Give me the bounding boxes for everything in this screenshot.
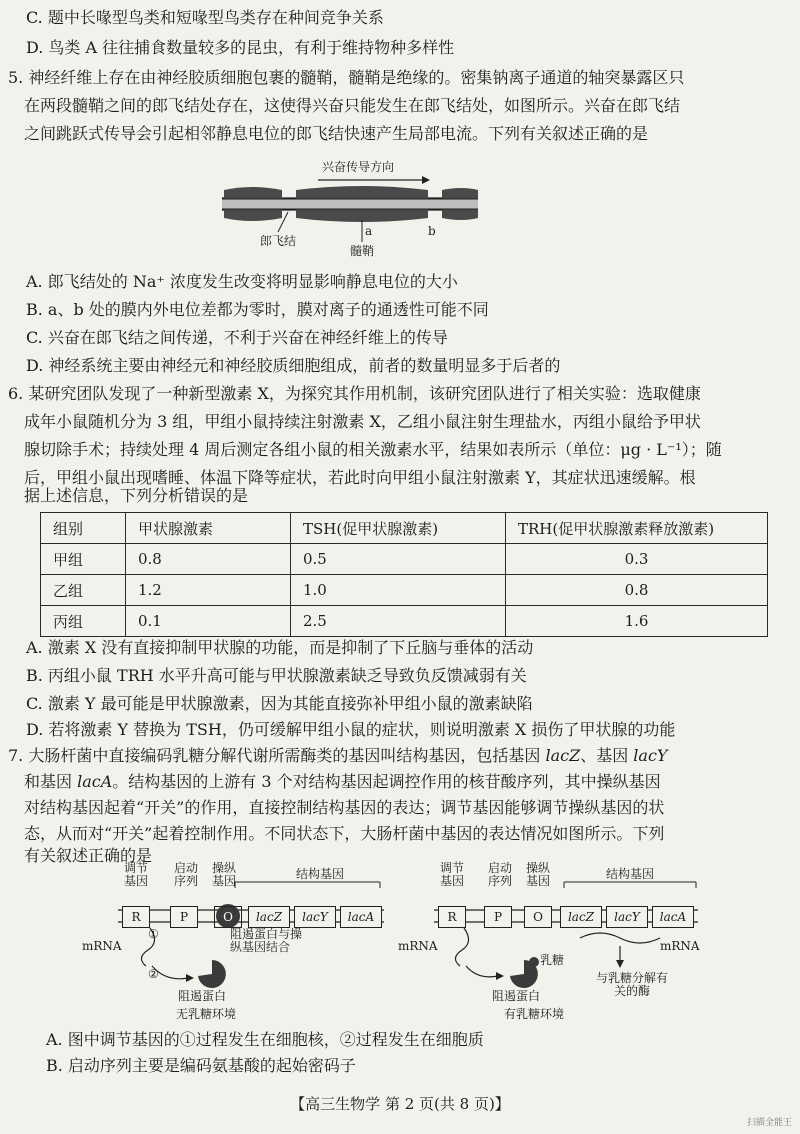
q7-stem-1-mid: 、基因 (580, 746, 634, 765)
gene-lacz-box: lacZ (248, 906, 290, 928)
repressor-label: 阻遏蛋白 (492, 989, 541, 1003)
scanner-watermark: 扫描全能王 (746, 1118, 792, 1128)
step-2-label: ② (148, 967, 159, 981)
hormone-table (40, 512, 768, 637)
lactose-label: 乳糖 (540, 953, 565, 967)
direction-label: 兴奋传导方向 (322, 160, 395, 174)
myelin-label: 髓鞘 (350, 244, 375, 258)
regulator-gene-label: 调节 基因 (439, 861, 464, 888)
gene-lacz-text: lacZ (545, 746, 581, 765)
table-header-row (41, 513, 768, 544)
q6-option-c: C. 激素 Y 最可能是甲状腺激素，因为其能直接弥补甲组小鼠的激素缺陷 (26, 694, 533, 713)
q5-option-a: A. 郎飞结处的 Na⁺ 浓度发生改变将明显影响静息电位的大小 (26, 272, 458, 291)
table-cell: 1.2 (126, 575, 291, 606)
table-cell: 0.1 (126, 606, 291, 637)
q5-option-c: C. 兴奋在郎飞结之间传递，不利于兴奋在神经纤维上的传导 (26, 328, 448, 347)
q6-stem-2: 成年小鼠随机分为 3 组，甲组小鼠持续注射激素 X，乙组小鼠注射生理盐水，丙组小鼠给予甲状 (24, 412, 701, 431)
q4-option-d: D. 鸟类 A 往往捕食数量较多的昆虫，有利于维持物种多样性 (26, 38, 455, 57)
table-row (41, 575, 768, 606)
table-cell: 1.6 (506, 606, 768, 637)
gene-laca-box: lacA (652, 906, 694, 928)
q5-option-d: D. 神经系统主要由神经元和神经胶质细胞组成，前者的数量明显多于后者的 (26, 356, 561, 375)
gene-r-box: R (122, 906, 150, 928)
enzyme-note: 与乳糖分解有 关的酶 (596, 971, 669, 998)
operator-label: 操纵 基因 (211, 861, 236, 888)
table-cell: 乙组 (41, 575, 126, 606)
q5-option-b: B. a、b 处的膜内外电位差都为零时，膜对离子的通透性可能不同 (26, 300, 489, 319)
q7-stem-3: 对结构基因起着“开关”的作用，直接控制结构基因的表达；调节基因能够调节操纵基因的状 (24, 798, 665, 817)
q7-stem-2-post: 。结构基因的上游有 3 个对结构基因起调控作用的核苷酸序列，其中操纵基因 (112, 772, 661, 791)
q6-option-b: B. 丙组小鼠 TRH 水平升高可能与甲状腺激素缺乏导致负反馈减弱有关 (26, 666, 527, 685)
table-row (41, 544, 768, 575)
q5-stem-2: 在两段髓鞘之间的郎飞结处存在，这使得兴奋只能发生在郎飞结处，如图所示。兴奋在郎飞结 (24, 96, 681, 115)
table-cell: 1.0 (291, 575, 506, 606)
promoter-label: 启动 序列 (487, 861, 512, 888)
q7-stem-1-text: 7. 大肠杆菌中直接编码乳糖分解代谢所需酶类的基因叫结构基因，包括基因 (8, 746, 546, 765)
mrna-label: mRNA (82, 939, 122, 953)
point-a-label: a (365, 224, 373, 238)
operon-lactose-diagram (398, 861, 710, 1022)
gene-o-box: O (524, 906, 552, 928)
table-header-cell: TRH(促甲状腺激素释放激素) (506, 513, 768, 544)
operon-no-lactose-diagram (80, 862, 400, 1022)
q6-stem-5: 据上述信息，下列分析错误的是 (24, 486, 249, 505)
structural-genes-label: 结构基因 (295, 867, 344, 881)
mrna-label: mRNA (398, 939, 438, 953)
q5-stem-1: 5. 神经纤维上存在由神经胶质细胞包裹的髓鞘，髓鞘是绝缘的。密集钠离子通道的轴突暴露区只 (8, 68, 685, 87)
q4-option-c: C. 题中长喙型鸟类和短喙型鸟类存在种间竞争关系 (26, 8, 384, 27)
gene-lacy-box: lacY (294, 906, 336, 928)
q6-stem-1: 6. 某研究团队发现了一种新型激素 X，为探究其作用机制，该研究团队进行了相关实验：选取健康 (8, 384, 701, 403)
table-cell: 0.5 (291, 544, 506, 575)
table-header-cell: TSH(促甲状腺激素) (291, 513, 506, 544)
gene-lacy-text: lacY (633, 746, 668, 765)
gene-p-box: P (484, 906, 512, 928)
q7-option-b: B. 启动序列主要是编码氨基酸的起始密码子 (46, 1056, 356, 1075)
node-of-ranvier-label: 郎飞结 (260, 234, 297, 248)
table-header-cell: 组别 (41, 513, 126, 544)
table-cell: 0.8 (506, 575, 768, 606)
q7-stem-2-pre: 和基因 (24, 772, 78, 791)
no-lactose-env-label: 无乳糖环境 (176, 1007, 237, 1021)
gene-r-box: R (438, 906, 466, 928)
q7-option-a: A. 图中调节基因的①过程发生在细胞核，②过程发生在细胞质 (46, 1030, 484, 1049)
table-cell: 0.8 (126, 544, 291, 575)
nerve-fiber-figure (222, 160, 478, 260)
q6-option-d: D. 若将激素 Y 替换为 TSH，仍可缓解甲组小鼠的症状，则说明激素 X 损伤了甲状腺的功能 (26, 720, 676, 739)
q7-stem-5: 有关叙述正确的是 (24, 846, 153, 865)
repressor-label: 阻遏蛋白 (178, 989, 227, 1003)
q6-stem-4: 后，甲组小鼠出现嗜睡、体温下降等症状，若此时向甲组小鼠注射激素 Y，其症状迅速缓解。根 (24, 468, 696, 487)
gene-p-box: P (170, 906, 198, 928)
step-1-label: ① (148, 927, 159, 941)
table-cell: 2.5 (291, 606, 506, 637)
gene-o-box: O (214, 906, 242, 928)
gene-laca-box: lacA (340, 906, 382, 928)
q6-stem-3: 腺切除手术；持续处理 4 周后测定各组小鼠的相关激素水平，结果如表所示（单位：μg · L⁻¹）；随 (24, 440, 722, 459)
table-cell: 0.3 (506, 544, 768, 575)
point-b-label: b (428, 224, 436, 238)
mrna-label: mRNA (660, 939, 700, 953)
operator-label: 操纵 基因 (525, 861, 550, 888)
regulator-gene-label: 调节 基因 (123, 861, 148, 888)
table-header-cell: 甲状腺激素 (126, 513, 291, 544)
gene-lacy-box: lacY (606, 906, 648, 928)
q7-stem-4: 态，从而对“开关”起着控制作用。不同状态下，大肠杆菌中基因的表达情况如图所示。下列 (24, 824, 665, 843)
q7-stem-2 (24, 770, 661, 794)
gene-lacz-box: lacZ (560, 906, 602, 928)
q7-stem-1 (8, 744, 667, 768)
lactose-env-label: 有乳糖环境 (504, 1007, 565, 1021)
table-cell: 丙组 (41, 606, 126, 637)
q5-stem-3: 之间跳跃式传导会引起相邻静息电位的郎飞结快速产生局部电流。下列有关叙述正确的是 (24, 124, 649, 143)
repressor-binding-note: 阻遏蛋白与操 纵基因结合 (230, 927, 303, 954)
promoter-label: 启动 序列 (173, 861, 198, 888)
q6-option-a: A. 激素 X 没有直接抑制甲状腺的功能，而是抑制了下丘脑与垂体的活动 (26, 638, 534, 657)
structural-genes-label: 结构基因 (605, 867, 654, 881)
table-cell: 甲组 (41, 544, 126, 575)
page-footer: 【高三生物学 第 2 页(共 8 页)】 (290, 1095, 510, 1113)
table-row (41, 606, 768, 637)
gene-laca-text: lacA (77, 772, 113, 791)
